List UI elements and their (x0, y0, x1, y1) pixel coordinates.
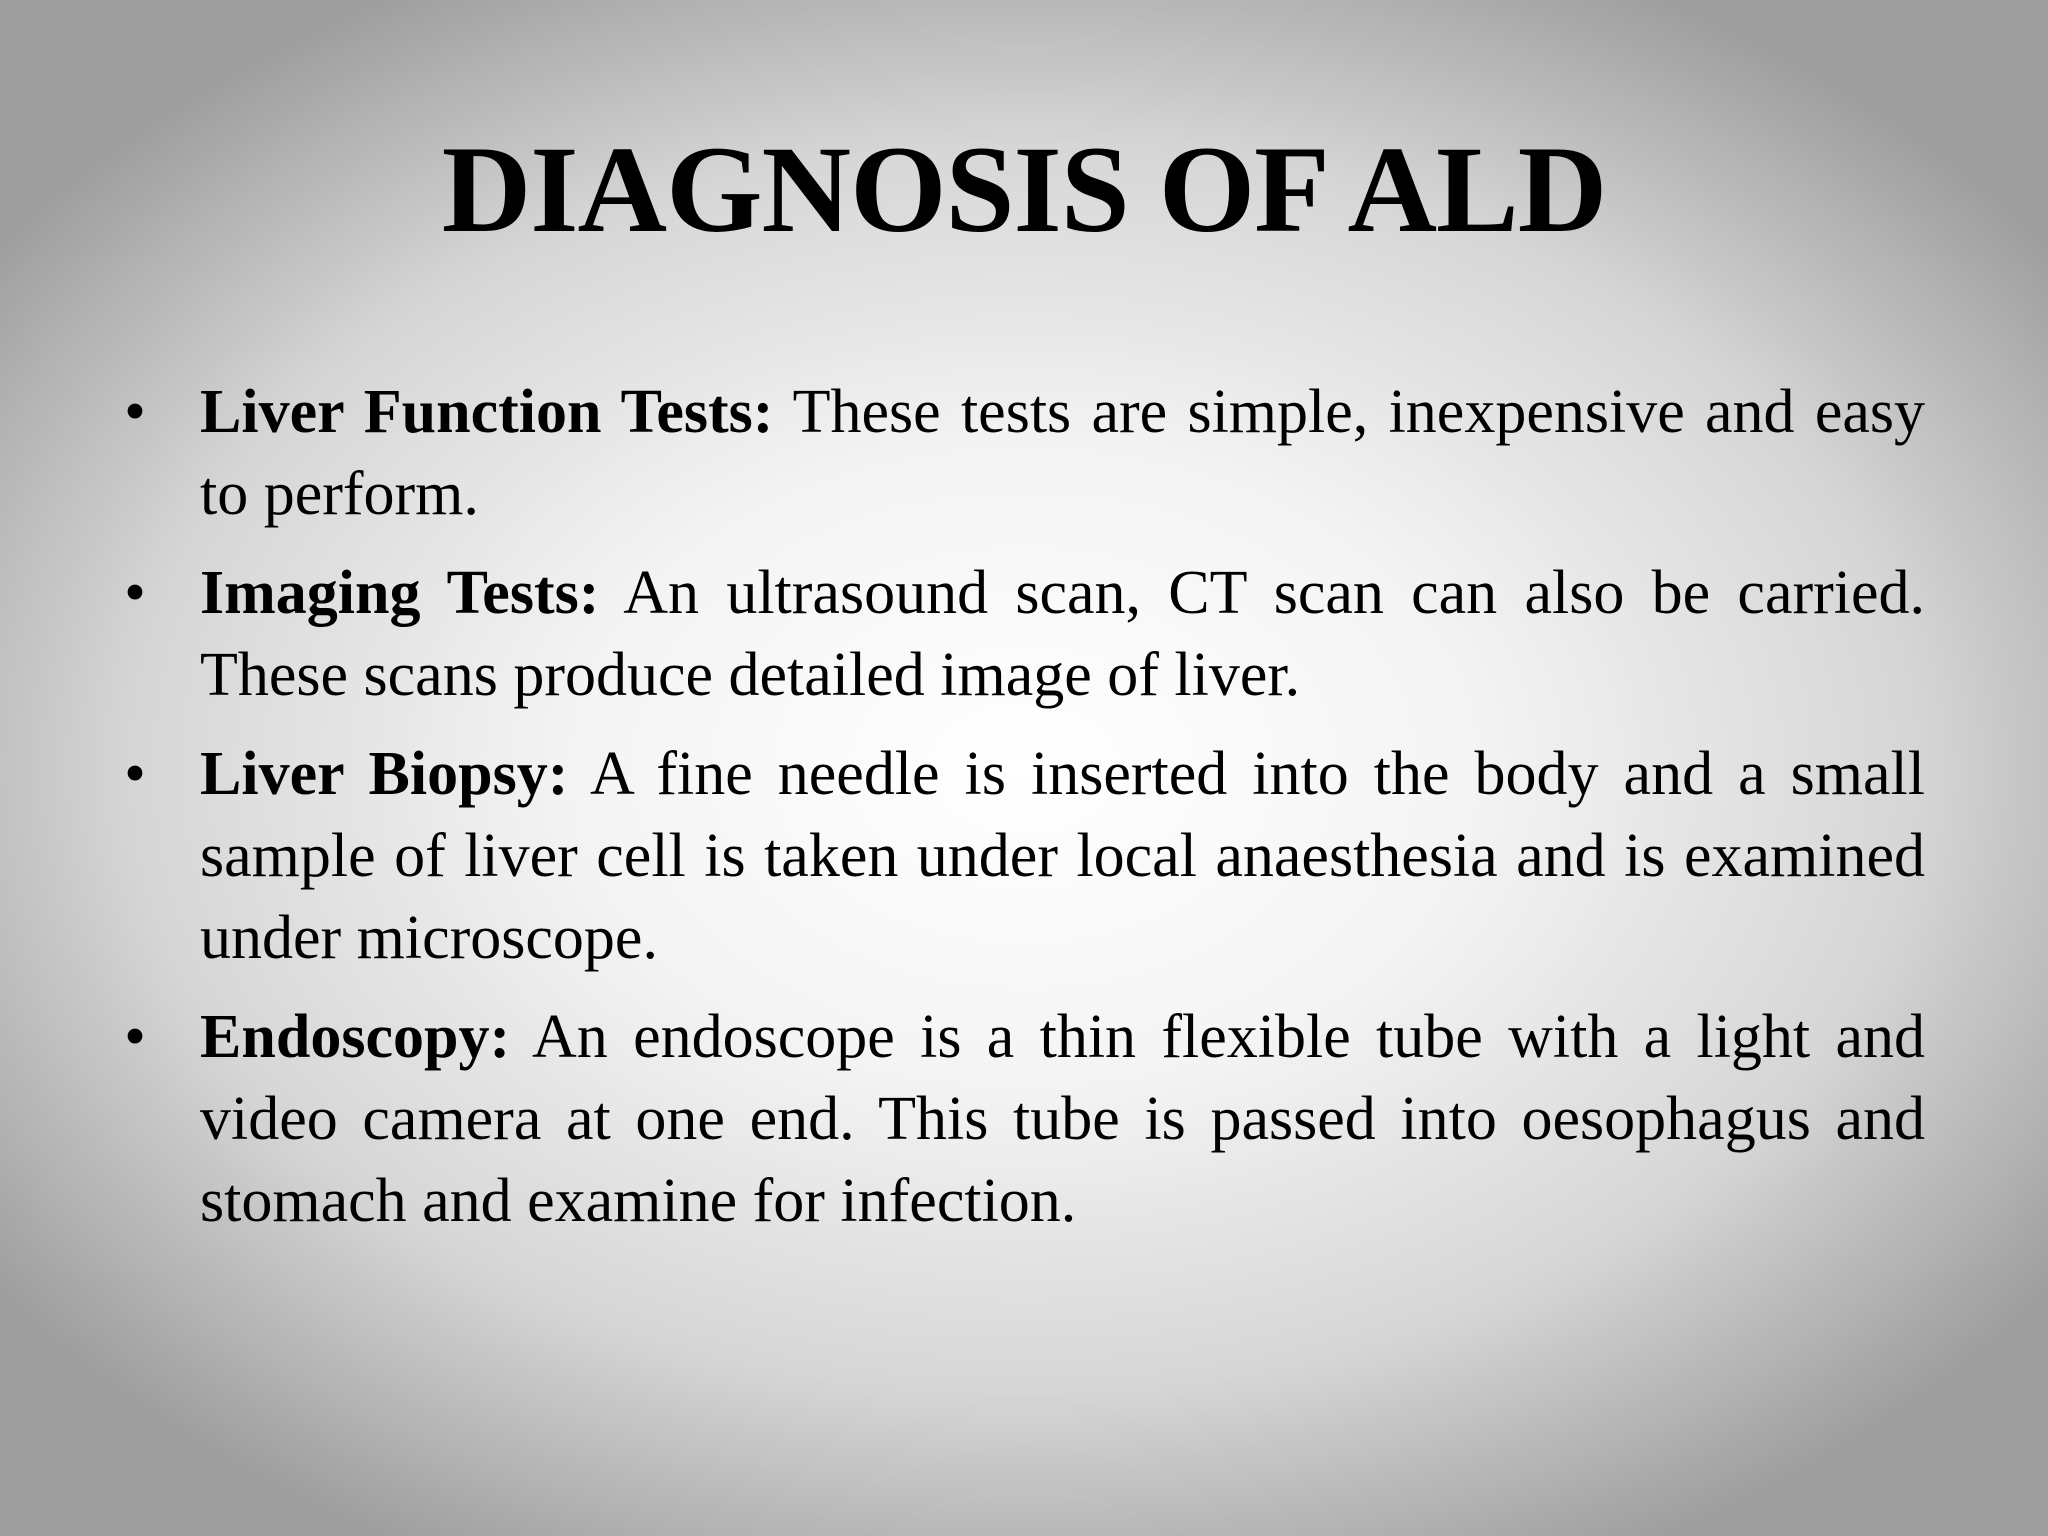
bullet-item-liver-biopsy (122, 733, 1925, 979)
bullet-item-liver-function-tests (122, 371, 1925, 535)
bullet-term: Liver Function Tests: (200, 378, 774, 446)
bullet-text: An ultrasound scan, CT scan can also be carried. These scans produce detailed image of liver. (200, 559, 1925, 709)
bullet-term: Liver Biopsy: (200, 740, 569, 808)
bullet-term: Imaging Tests: (200, 559, 600, 627)
bullet-item-endoscopy (122, 996, 1925, 1242)
bullet-term: Endoscopy: (200, 1003, 511, 1071)
bullet-point-icon: • (124, 378, 146, 446)
bullet-point-icon: • (124, 559, 146, 627)
bullet-item-imaging-tests (122, 552, 1925, 716)
bullet-text: These tests are simple, inexpensive and easy to perform. (200, 378, 1925, 528)
slide-title: DIAGNOSIS OF ALD (441, 121, 1607, 258)
bullet-point-icon: • (124, 740, 146, 808)
bullet-text: An endoscope is a thin flexible tube with a light and video camera at one end. This tube is passed into oesophagus and stomach and examine for infection. (200, 1003, 1925, 1235)
bullet-point-icon: • (124, 1003, 146, 1071)
bullet-list (122, 371, 1925, 1259)
bullet-text: A fine needle is inserted into the body and a small sample of liver cell is taken under local anaesthesia and is examined under microscope. (200, 740, 1925, 972)
